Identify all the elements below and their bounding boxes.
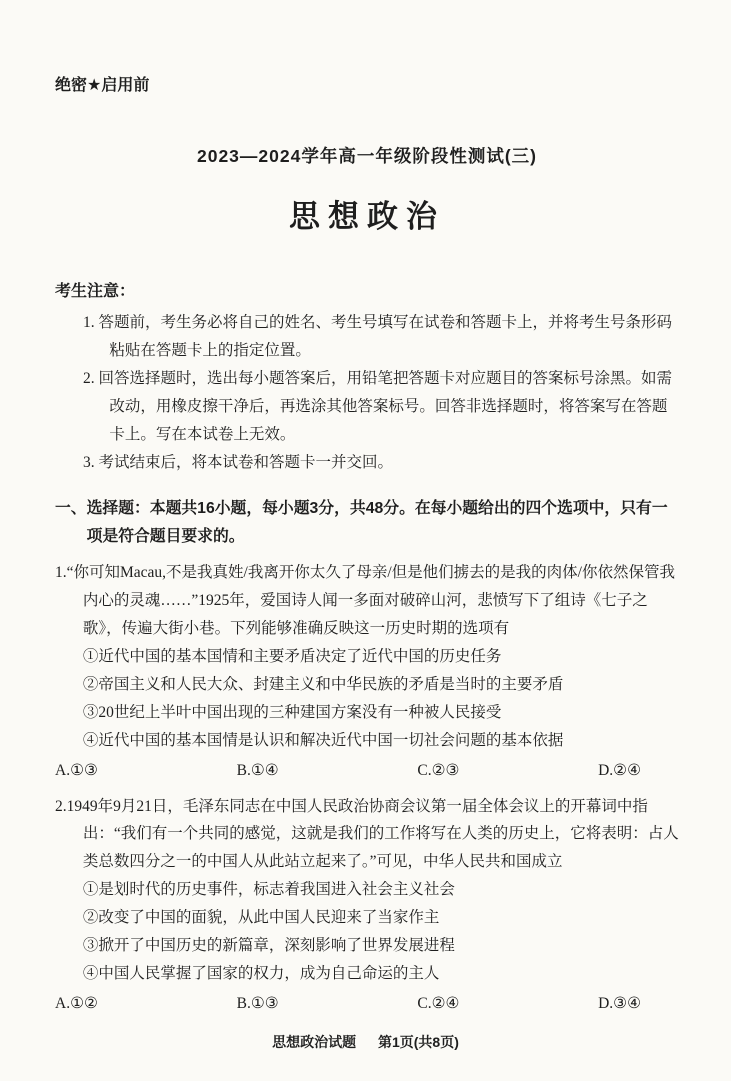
option-b: B.①④ xyxy=(236,761,279,779)
option-b: B.①③ xyxy=(236,994,279,1012)
question-stem: 2.1949年9月21日，毛泽东同志在中国人民政治协商会议第一届全体会议上的开幕词中指出：“我们有一个共同的感觉，这就是我们的工作将写在人类的历史上，它将表明：占人类总数四分之一的中国人从此站立起来了。”可见，中华人民共和国成立 xyxy=(55,797,679,871)
classification-label: 绝密★启用前 xyxy=(55,77,150,94)
notice-item: 1. 答题前，考生务必将自己的姓名、考生号填写在试卷和答题卡上，并将考生号条形码粘贴在答题卡上的指定位置。 xyxy=(83,314,673,360)
option-d: D.②④ xyxy=(598,761,641,779)
statement-item: ②帝国主义和人民大众、封建主义和中华民族的矛盾是当时的主要矛盾 xyxy=(82,676,564,694)
statement-item: ②改变了中国的面貌，从此中国人民迎来了当家作主 xyxy=(82,909,440,927)
answer-options-row xyxy=(55,757,679,785)
statement-item: ①近代中国的基本国情和主要矛盾决定了近代中国的历史任务 xyxy=(82,648,502,666)
page-footer xyxy=(0,1030,731,1055)
statement-item: ①是划时代的历史事件，标志着我国进入社会主义社会 xyxy=(82,881,455,899)
option-a: A.①③ xyxy=(55,761,98,779)
question-1 xyxy=(55,559,679,784)
question-2 xyxy=(55,793,679,1018)
statement-item: ③掀开了中国历史的新篇章，深刻影响了世界发展进程 xyxy=(82,937,455,955)
section-heading: 一、选择题：本题共16小题，每小题3分，共48分。在每小题给出的四个选项中，只有一项是符合题目要求的。 xyxy=(55,499,668,546)
statement-item: ③20世纪上半叶中国出现的三种建国方案没有一种被人民接受 xyxy=(82,703,502,721)
question-stem: 1.“你可知Macau,不是我真姓/我离开你太久了母亲/但是他们掳去的是我的肉体/你依然保管我内心的灵魂……”1925年，爱国诗人闻一多面对破碎山河，悲愤写下了组诗《七子之歌》，传遍大街小巷。下列能够准确反映这一历史时期的选项有 xyxy=(55,564,675,638)
question-statements xyxy=(55,643,679,755)
notice-item: 3. 考试结束后，将本试卷和答题卡一并交回。 xyxy=(83,453,394,471)
subject-title: 思想政治 xyxy=(289,198,445,234)
option-a: A.①② xyxy=(55,994,98,1012)
footer-exam-label: 思想政治试题 xyxy=(272,1033,357,1050)
answer-options-row xyxy=(55,990,679,1018)
notice-heading: 考生注意： xyxy=(55,283,136,301)
question-statements xyxy=(55,876,679,988)
exam-session-title: 2023—2024学年高一年级阶段性测试(三) xyxy=(196,146,538,167)
footer-page-number: 第1页(共8页) xyxy=(377,1033,459,1050)
notice-item: 2. 回答选择题时，选出每小题答案后，用铅笔把答题卡对应题目的答案标号涂黑。如需改动，用橡皮擦干净后，再选涂其他答案标号。回答非选择题时，将答案写在答题卡上。写在本试卷上无效。 xyxy=(83,370,673,443)
statement-item: ④近代中国的基本国情是认识和解决近代中国一切社会问题的基本依据 xyxy=(82,731,564,749)
statement-item: ④中国人民掌握了国家的权力，成为自己命运的主人 xyxy=(82,964,440,982)
notice-list xyxy=(83,309,679,476)
option-d: D.③④ xyxy=(598,994,641,1012)
option-c: C.②③ xyxy=(417,761,460,779)
option-c: C.②④ xyxy=(417,994,460,1012)
